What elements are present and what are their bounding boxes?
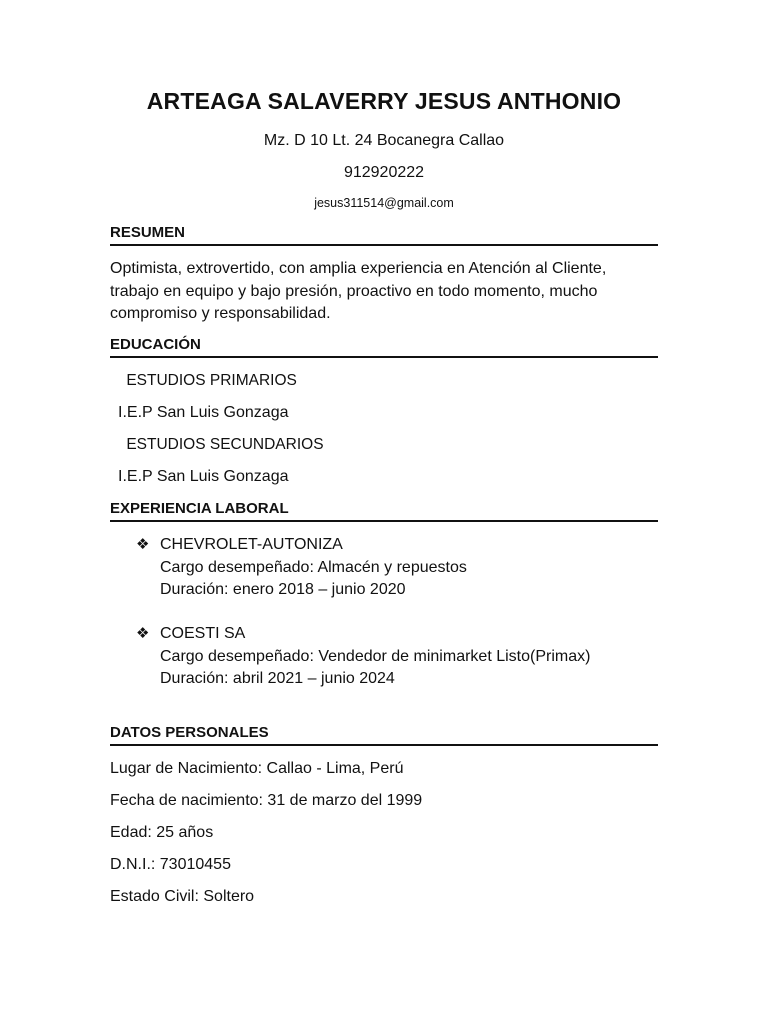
experience-role: Cargo desempeñado: Almacén y repuestos (160, 558, 467, 576)
personal-dni: D.N.I.: 73010455 (110, 856, 231, 873)
section-title-experience: EXPERIENCIA LABORAL (110, 500, 658, 522)
experience-duration: Duración: enero 2018 – junio 2020 (160, 581, 406, 598)
education-level-label: ESTUDIOS PRIMARIOS (126, 372, 297, 389)
section-title-education: EDUCACIÓN (110, 336, 658, 358)
education-school-primary: I.E.P San Luis Gonzaga (118, 404, 289, 421)
personal-age: Edad: 25 años (110, 824, 214, 841)
email-address: jesus311514@gmail.com (314, 196, 454, 210)
phone-number: 912920222 (343, 164, 425, 181)
personal-birthplace: Lugar de Nacimiento: Callao - Lima, Perú (110, 760, 404, 777)
diamond-bullet-icon: ❖ (136, 625, 150, 642)
section-title-personal: DATOS PERSONALES (110, 724, 658, 746)
education-level-secondary (110, 434, 324, 457)
summary-line: trabajo en equipo y bajo presión, proactivo en todo momento, mucho (110, 282, 598, 300)
section-title-summary: RESUMEN (110, 224, 658, 246)
experience-company: COESTI SA (160, 625, 246, 642)
experience-duration: Duración: abril 2021 – junio 2024 (160, 670, 395, 687)
education-level-primary (110, 370, 297, 393)
education-level-label: ESTUDIOS SECUNDARIOS (126, 436, 324, 453)
personal-civil-status: Estado Civil: Soltero (110, 888, 255, 905)
personal-birthdate: Fecha de nacimiento: 31 de marzo del 1999 (110, 792, 423, 809)
experience-role: Cargo desempeñado: Vendedor de minimarket Listo(Primax) (160, 647, 591, 665)
summary-line: compromiso y responsabilidad. (110, 305, 331, 322)
summary-line: Optimista, extrovertido, con amplia experiencia en Atención al Cliente, (110, 260, 607, 277)
education-school-secondary: I.E.P San Luis Gonzaga (118, 468, 289, 485)
summary-text (110, 258, 658, 326)
diamond-bullet-icon: ❖ (136, 536, 150, 553)
experience-company: CHEVROLET-AUTONIZA (160, 536, 343, 553)
candidate-name: ARTEAGA SALAVERRY JESUS ANTHONIO (146, 88, 622, 114)
address: Mz. D 10 Lt. 24 Bocanegra Callao (263, 132, 505, 149)
